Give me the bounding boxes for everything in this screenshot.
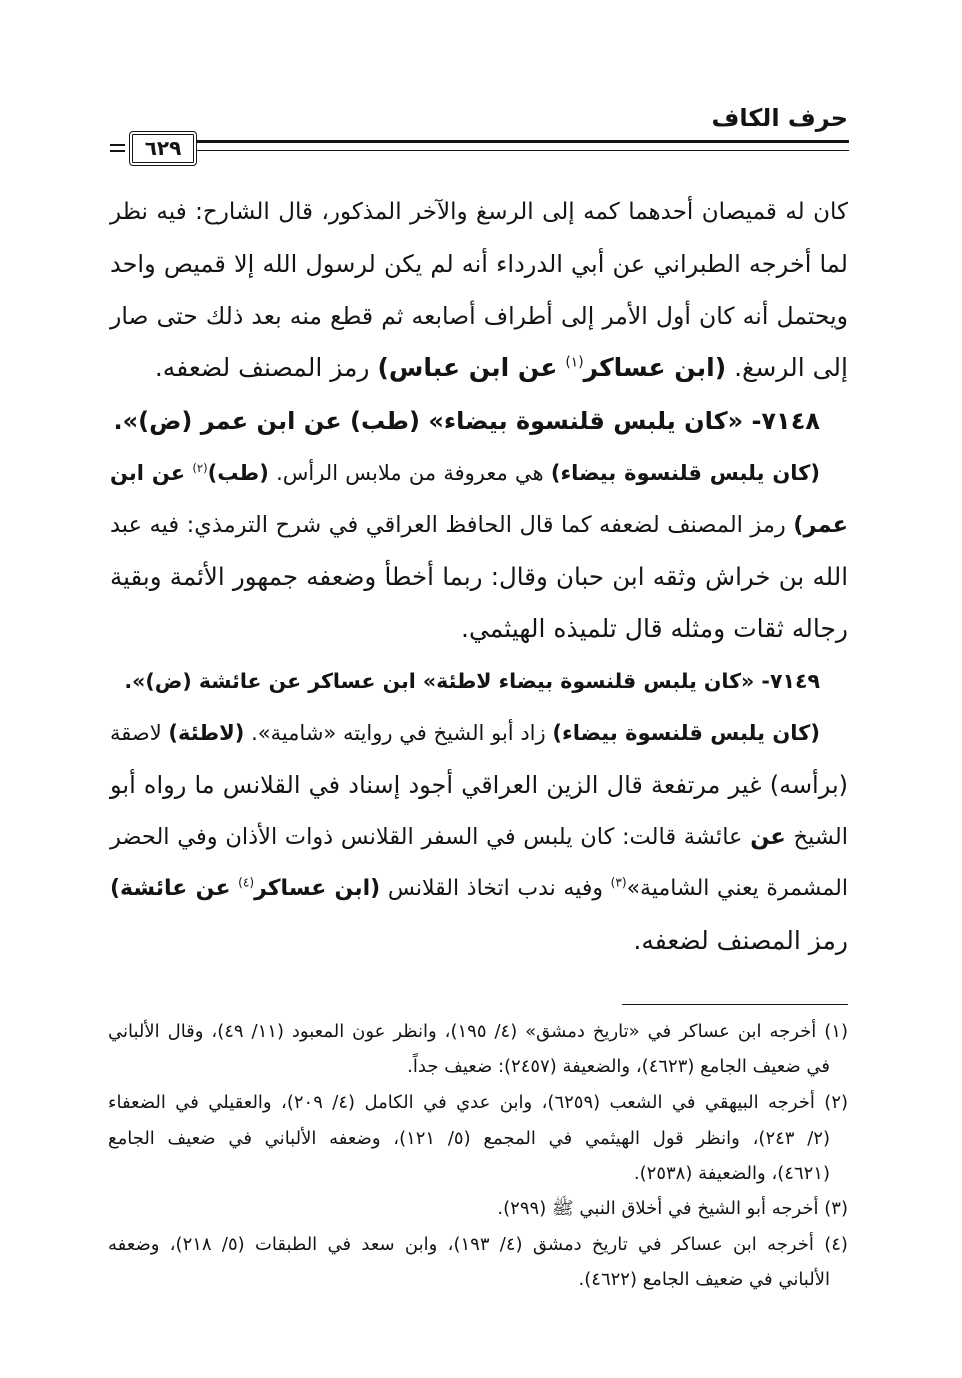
hadith-heading (110, 655, 848, 707)
footnote-line (108, 1192, 848, 1226)
body-line (110, 707, 848, 759)
quoted-word: (لاطئة) (168, 721, 245, 745)
footnote-text: (٤) أخرجه ابن عساكر في تاريخ دمشق (٤/ ١٩٣)، وابن سعد في الطبقات (٥/ ٢١٨)، وضعفه (108, 1234, 848, 1255)
footnote-marker: (٢) (192, 461, 208, 475)
footnote-line (108, 1263, 848, 1297)
text-run: رمز المصنف لضعفه كما قال الحافظ العراقي في شرح الترمذي: فيه عبد (110, 512, 786, 538)
text-run: (برأسه) غير مرتفعة قال الزين العراقي أجود إسناد في القلانس ما رواه أبو (110, 771, 848, 799)
hadith-heading-text: ٧١٤٨- «كان يلبس قلنسوة بيضاء» (طب) عن ابن عمر (ض)». (113, 407, 820, 435)
source-citation: عن عائشة) (110, 876, 231, 901)
text-run: لاصقة (110, 721, 162, 745)
bold-run: عن (750, 824, 786, 850)
text-run: لما أخرجه الطبراني عن أبي الدرداء أنه لم يكن لرسول الله إلا قميص واحد (110, 250, 848, 278)
body-line (110, 811, 848, 863)
text-run: المشمرة يعني الشامية» (626, 876, 848, 901)
footnote-text: (٢) أخرجه البيهقي في الشعب (٦٢٥٩)، وابن عدي في الكامل (٤/ ٢٠٩)، والعقيلي في الضعفاء (108, 1092, 849, 1113)
body-line (110, 447, 848, 499)
source-citation: (ابن عساكر (254, 876, 381, 901)
footnote-text: (٤٦٢١)، والضعيفة (٢٥٣٨). (633, 1163, 830, 1184)
body-line (110, 603, 848, 655)
header-rule (197, 140, 849, 151)
footnote-line (108, 1015, 848, 1049)
footnote-text: الألباني في ضعيف الجامع (٤٦٢٢). (578, 1269, 830, 1290)
footnote-marker: (٤) (238, 875, 255, 890)
source-citation: عن ابن عباس) (377, 353, 558, 382)
page-number-box (129, 131, 197, 166)
quoted-hadith: (كان يلبس قلنسوة بيضاء) (550, 461, 820, 485)
text-run: زاد أبو الشيخ في روايته «شامية». (251, 721, 546, 745)
source-citation: عمر) (793, 512, 848, 538)
hadith-heading-text: ٧١٤٩- «كان يلبس قلنسوة بيضاء لاطئة» ابن عساكر عن عائشة (ض)». (124, 669, 820, 693)
text-run: هي معروفة من ملابس الرأس. (276, 461, 544, 485)
text-run: الله بن خراش وثقه ابن حبان وقال: ربما أخطأ وضعفه جمهور الأئمة وبقية (110, 562, 848, 591)
quoted-hadith: (كان يلبس قلنسوة بيضاء) (552, 721, 820, 745)
footnote-line (108, 1086, 848, 1120)
body-line (110, 290, 848, 342)
footnote-text: (١) أخرجه ابن عساكر في «تاريخ دمشق» (٤/ ١٩٥)، وانظر عون المعبود (١١/ ٤٩)، وقال الألباني (108, 1021, 848, 1042)
footnote-line (108, 1050, 848, 1084)
text-run: رجاله ثقات ومثله قال تلميذه الهيثمي. (461, 614, 848, 643)
text-run: كان له قميصان أحدهما كمه إلى الرسغ والآخر المذكور، قال الشارح: فيه نظر (110, 199, 848, 225)
page-number: ٦٢٩ (144, 136, 182, 160)
text-run: الشيخ (793, 824, 849, 850)
body-line (110, 499, 848, 551)
footnote-line (108, 1122, 848, 1156)
footnote-line (108, 1157, 848, 1191)
text-run: إلى الرسغ. (734, 353, 848, 382)
body-line (110, 186, 848, 238)
body-line (110, 759, 848, 811)
header-rule-end-mark (110, 144, 125, 152)
text-run: ويحتمل أنه كان أول الأمر إلى أطراف أصابعه ثم قطع منه بعد ذلك حتى صار (110, 302, 848, 330)
text-run: رمز المصنف لضعفه. (154, 353, 370, 382)
body-line (110, 238, 848, 290)
chapter-title: حرف الكاف (711, 104, 848, 132)
text-run: وفيه ندب اتخاذ القلانس (387, 876, 603, 901)
footnote-text: (٢/ ٢٤٣)، وانظر قول الهيثمي في المجمع (٥/ ١٢١)، وضعفه الألباني في ضعيف الجامع (108, 1128, 830, 1149)
body-line (110, 915, 848, 967)
hadith-heading (110, 395, 848, 447)
body-line (110, 863, 848, 915)
source-citation: (طب) (207, 461, 269, 485)
footnote-text: (٣) أخرجه أبو الشيخ في أخلاق النبي ﷺ (٢٩٩). (497, 1198, 848, 1219)
body-line (110, 551, 848, 603)
body-line (110, 342, 848, 394)
source-citation: عن ابن (110, 461, 186, 485)
footnote-separator (622, 1004, 848, 1005)
footnote-line (108, 1228, 848, 1262)
footnote-marker: (١) (565, 354, 584, 371)
footnote-marker: (٣) (610, 875, 627, 890)
footnote-text: في ضعيف الجامع (٤٦٢٣)، والضعيفة (٢٤٥٧): ضعيف جداً. (407, 1056, 830, 1077)
source-citation: (ابن عساكر (583, 353, 727, 382)
text-run: عائشة قالت: كان يلبس في السفر القلانس ذوات الأذان وفي الحضر (110, 824, 743, 850)
text-run: رمز المصنف لضعفه. (633, 926, 848, 955)
